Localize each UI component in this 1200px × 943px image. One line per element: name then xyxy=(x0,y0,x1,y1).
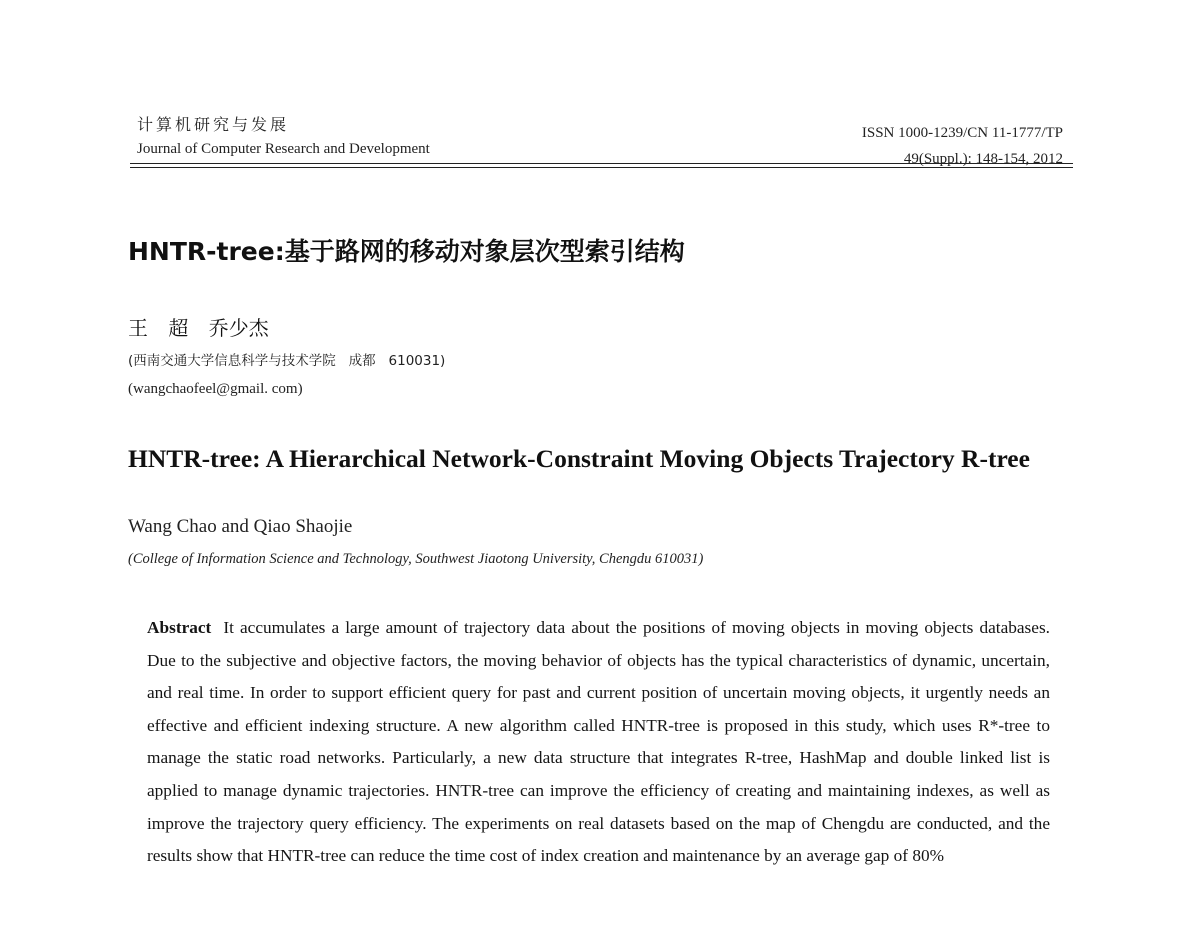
journal-name-en: Journal of Computer Research and Development xyxy=(137,141,430,157)
journal-header xyxy=(137,112,430,158)
abstract-label: Abstract xyxy=(147,618,212,637)
issn-line: ISSN 1000-1239/CN 11-1777/TP xyxy=(861,125,1063,141)
journal-name-cn: 计算机研究与发展 xyxy=(137,115,290,134)
affiliation-cn: (西南交通大学信息科学与技术学院 成都 610031) xyxy=(128,353,446,369)
header-rule-top xyxy=(130,163,1073,164)
authors-cn: 王 超 乔少杰 xyxy=(128,316,269,340)
abstract-paragraph xyxy=(147,612,1050,873)
author-email: (wangchaofeel@gmail. com) xyxy=(128,381,303,397)
header-rule-bottom xyxy=(130,167,1073,168)
paper-title-en: HNTR-tree: A Hierarchical Network-Constraint Moving Objects Trajectory R-tree xyxy=(128,444,1030,473)
volume-line: 49(Suppl.): 148-154, 2012 xyxy=(903,151,1063,167)
abstract-text: It accumulates a large amount of trajectory data about the positions of moving objects in moving objects databases. Due to the subjective and objective factors, the moving behavior of objects has the typical characteristics of dynamic, uncertain, and real time. In order to support efficient query for past and current position of uncertain moving objects, it urgently needs an effective and efficient indexing structure. A new algorithm called HNTR-tree is proposed in this study, which uses R*-tree to manage the static road networks. Particularly, a new data structure that integrates R-tree, HashMap and double linked list is applied to manage dynamic trajectories. HNTR-tree can improve the efficiency of creating and maintaining indexes, as well as improve the trajectory query efficiency. The experiments on real datasets based on the map of Chengdu are conducted, and the results show that HNTR-tree can reduce the time cost of index creation and maintenance by an average gap of 80% xyxy=(147,618,1050,866)
authors-en: Wang Chao and Qiao Shaojie xyxy=(128,516,353,537)
affiliation-en: (College of Information Science and Technology, Southwest Jiaotong University, Chengdu 610031) xyxy=(128,551,704,567)
paper-title-cn: HNTR-tree:基于路网的移动对象层次型索引结构 xyxy=(128,237,685,266)
journal-issn-block xyxy=(862,120,1063,172)
